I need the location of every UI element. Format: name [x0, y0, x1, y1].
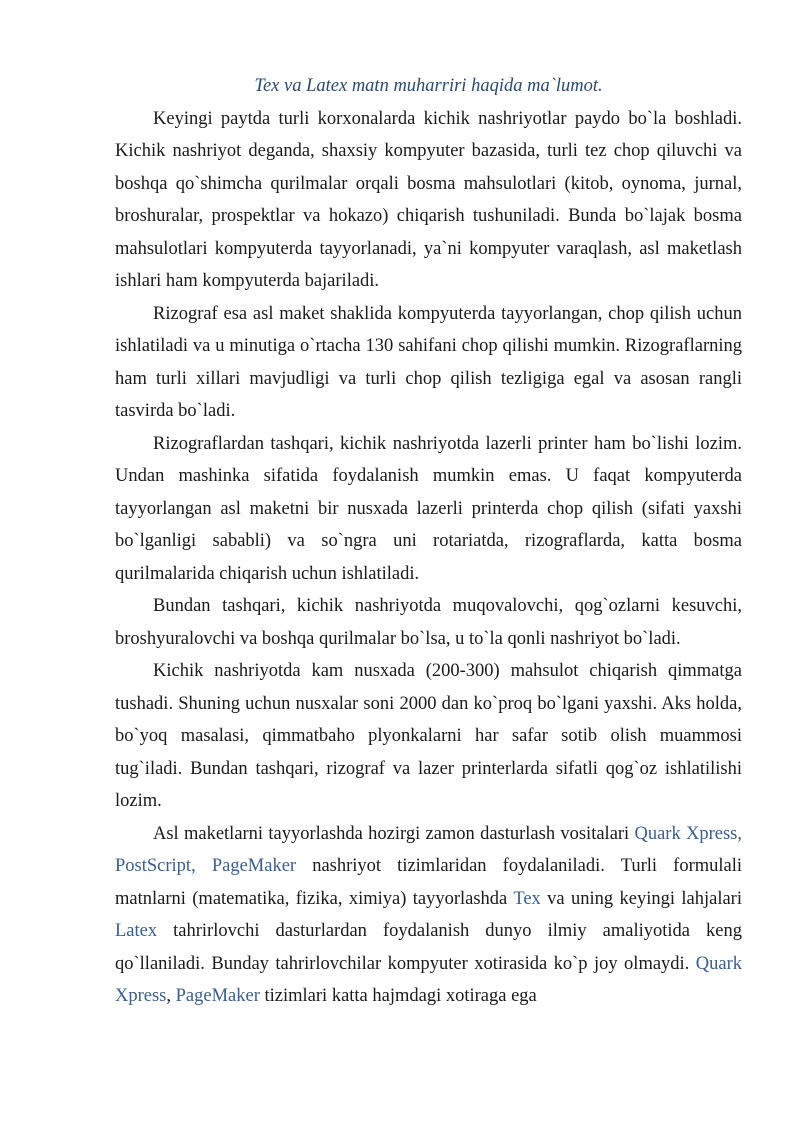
paragraph-6 [115, 818, 742, 1013]
term-tex: Tex [513, 888, 541, 909]
term-pagemaker-2: PageMaker [175, 986, 260, 1006]
paragraph-6-text-1: Asl maketlarni tayyorlashda hozirgi zamon dasturlash vositalari [153, 823, 635, 844]
term-quark-xpress: Quark Xpress, [634, 823, 742, 844]
paragraph-6-text-4: nashriyot tizimlaridan foydalaniladi. Turli formulali matnlarni (matematika, fizika, ximiya) tayyorlashda [115, 856, 743, 909]
term-postscript: PostScript, [115, 856, 196, 876]
paragraph-6-text-8: tizimlari katta hajmdagi xotiraga ega [259, 986, 537, 1006]
paragraph-4: Bundan tashqari, kichik nashriyotda muqovalovchi, qog`ozlarni kesuvchi, broshyuralovchi va boshqa qurilmalar bo`lsa, u to`la qonli nashriyot bo`ladi. [115, 596, 742, 649]
paragraph-6-text-7: , [166, 986, 176, 1006]
paragraph-1: Keyingi paytda turli korxonalarda kichik nashriyotlar paydo bo`la boshladi. Kichik nashriyot deganda, shaxsiy kompyuter bazasida, turli tez chop qiluvchi va boshqa qo`shimcha qurilmalar orqali bosma mahsulotlari (kitob, oynoma, jurnal, broshuralar, prospektlar va hokazo) chiqarish tushuniladi. Bunda bo`lajak bosma mahsulotlari kompyuterda tayyorlanadi, ya`ni kompyuter varaqlash, asl maketlash ishlari ham kompyuterda bajariladi. [115, 108, 742, 291]
term-quark-xpress-2: Quark Xpress [115, 953, 742, 1006]
paragraph-6-text-3 [196, 856, 212, 876]
document-title: Tex va Latex matn muharriri haqida ma`lumot. [254, 76, 603, 96]
term-latex: Latex [115, 921, 158, 941]
paragraph-5: Kichik nashriyotda kam nusxada (200-300) mahsulot chiqarish qimmatga tushadi. Shuning uchun nusxalar soni 2000 dan ko`proq bo`lgani yaxshi. Aks holda, bo`yoq masalasi, qimmatbaho plyonkalarni har safar sotib olish muammosi tug`iladi. Bundan tashqari, rizograf va lazer printerlarda sifatli qog`oz ishlatilishi lozim. [115, 661, 742, 811]
term-pagemaker: PageMaker [211, 856, 297, 876]
paragraph-6-text-5: va uning keyingi lahjalari [540, 888, 742, 909]
paragraph-3: Rizograflardan tashqari, kichik nashriyotda lazerli printer ham bo`lishi lozim. Undan mashinka sifatida foydalanish mumkin emas. U faqat kompyuterda tayyorlangan asl maketni bir nusxada lazerli printerda chop qilish (sifati yaxshi bo`lganligi sababli) va so`ngra uni rotariatda, rizograflarda, katta bosma qurilmalarida chiqarish uchun ishlatiladi. [115, 433, 742, 584]
paragraph-2: Rizograf esa asl maket shaklida kompyuterda tayyorlangan, chop qilish uchun ishlatiladi va u minutiga o`rtacha 130 sahifani chop qilishi mumkin. Rizograflarning ham turli xillari mavjudligi va turli chop qilish tezligiga egal va asosan rangli tasvirda bo`ladi. [115, 303, 742, 421]
paragraph-6-text-6: tahrirlovchi dasturlardan foydalanish dunyo ilmiy amaliyotida keng qo`llaniladi. Bunday tahrirlovchilar kompyuter xotirasida ko`p joy olmaydi. [115, 921, 742, 974]
